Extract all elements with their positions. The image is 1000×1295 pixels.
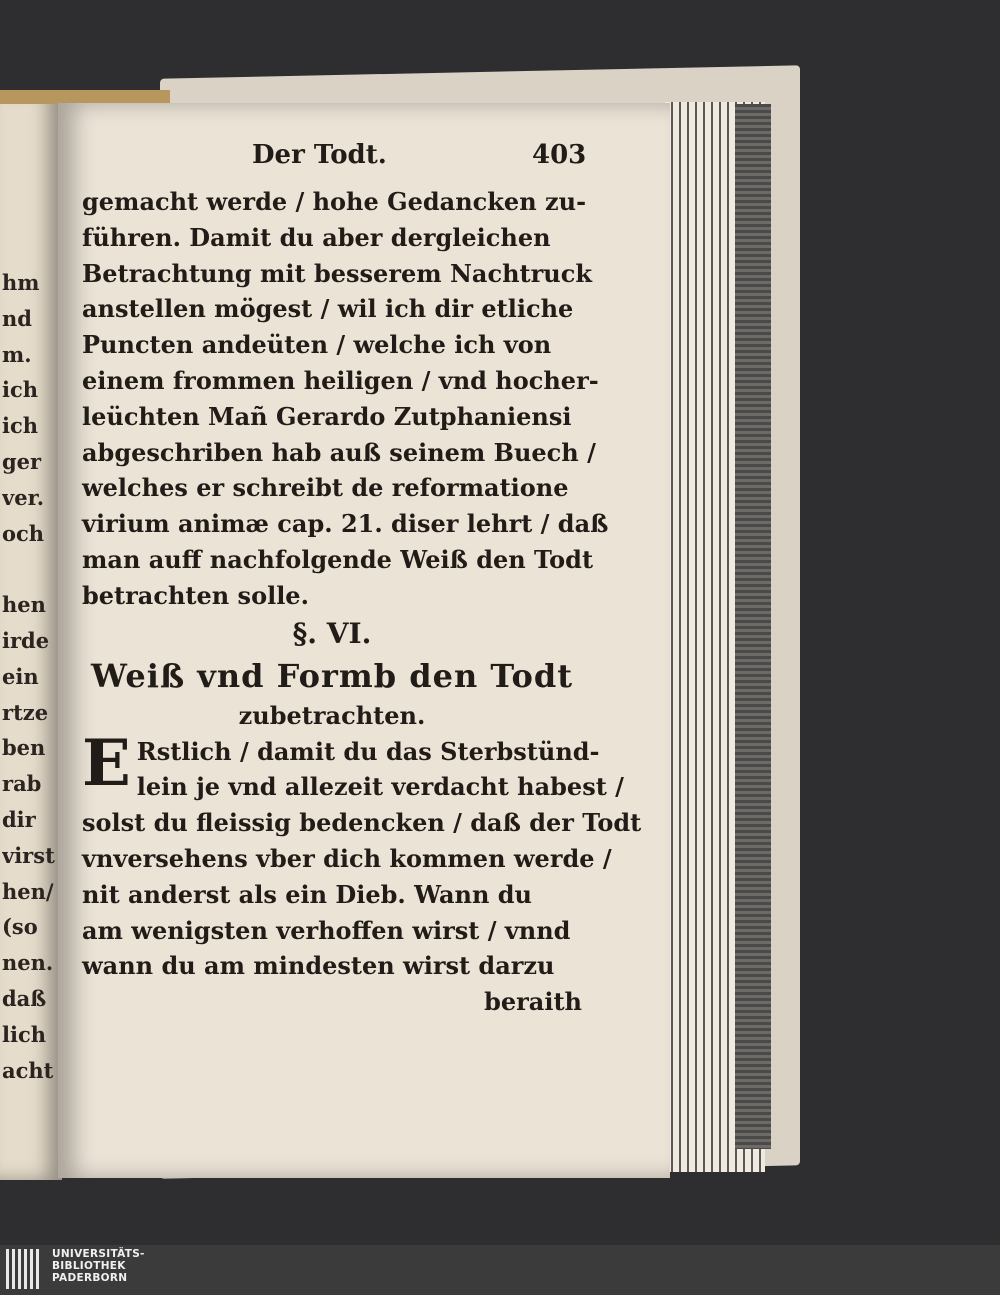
paragraph-1: [82, 184, 609, 614]
left-fragment: ein: [2, 663, 39, 689]
library-logo-icon: [6, 1249, 46, 1289]
library-name-line: UNIVERSITÄTS-: [52, 1248, 145, 1260]
left-fragment: dir: [2, 806, 36, 832]
left-fragment: nen.: [2, 950, 54, 976]
running-title: Der Todt.: [252, 140, 387, 170]
left-fragment: nd: [2, 305, 32, 331]
left-fragment: irde: [2, 627, 50, 653]
left-fragment: rtze: [2, 699, 49, 725]
running-header: [82, 140, 587, 184]
left-fragment: ger: [2, 448, 42, 474]
drop-cap: E: [82, 725, 131, 801]
text-line: gemacht werde / hohe Gedancken zu-: [82, 187, 587, 216]
section-number: §. VI.: [292, 616, 372, 650]
text-line: führen. Damit du aber dergleichen: [82, 222, 551, 252]
text-line: man auff nachfolgende Weiß den Todt: [82, 544, 594, 574]
left-fragment: virst: [2, 842, 55, 868]
text-line: vnversehens vber dich kommen werde /: [82, 843, 612, 873]
left-fragment: hen: [2, 592, 46, 618]
section-subheading: zubetrachten.: [238, 700, 426, 730]
page-number: 403: [532, 140, 587, 170]
left-fragment: ich: [2, 377, 39, 403]
paragraph-2: [82, 725, 642, 1020]
library-name-line: PADERBORN: [52, 1272, 128, 1284]
text-line: betrachten solle.: [82, 580, 309, 610]
text-line: Rstlich / damit du das Sterbstünd-: [136, 736, 600, 766]
left-fragment: rab: [2, 771, 42, 797]
text-line: virium animæ cap. 21. diser lehrt / daß: [82, 509, 609, 539]
left-fragment: (so: [2, 914, 38, 940]
left-fragment: ben: [2, 735, 46, 761]
left-fragment: [2, 551, 60, 587]
left-page-text: [2, 265, 60, 1088]
text-line: Puncten andeüten / welche ich von: [82, 330, 552, 360]
left-fragment: ich: [2, 413, 39, 439]
library-name: [52, 1248, 145, 1284]
text-line: lein je vnd allezeit verdacht habest /: [136, 772, 624, 802]
text-line: anstellen mögest / wil ich dir etliche: [82, 294, 574, 324]
text-line: wann du am mindesten wirst darzu: [82, 951, 555, 981]
left-fragment: hm: [2, 270, 40, 295]
library-footer: [0, 1245, 1000, 1295]
left-fragment: ver.: [2, 484, 45, 510]
left-fragment: och: [2, 520, 45, 546]
text-line: Betrachtung mit besserem Nachtruck: [82, 258, 592, 288]
text-line: am wenigsten verhoffen wirst / vnnd: [82, 915, 571, 945]
text-line: abgeschriben hab auß seinem Buech /: [82, 437, 596, 467]
left-fragment: daß: [2, 985, 47, 1011]
left-page-edge: [0, 90, 170, 104]
left-fragment: lich: [2, 1021, 47, 1047]
text-line: solst du fleissig bedencken / daß der Todt: [82, 808, 642, 838]
library-name-line: BIBLIOTHEK: [52, 1260, 126, 1272]
page-block-side: [735, 104, 771, 1149]
left-fragment: m.: [2, 341, 32, 367]
section-heading: Weiß vnd Formb den Todt: [91, 656, 573, 695]
text-line: welches er schreibt de reformatione: [82, 473, 569, 503]
text-line: einem frommen heiligen / vnd hocher-: [82, 365, 599, 395]
left-fragment: hen/: [2, 878, 54, 904]
page-text: [82, 140, 642, 1020]
left-fragment: acht: [2, 1057, 54, 1083]
text-line: nit anderst als ein Dieb. Wann du: [82, 879, 532, 909]
text-line: leüchten Mañ Gerardo Zutphaniensi: [82, 401, 572, 431]
catchword: beraith: [484, 987, 582, 1017]
left-page: [0, 90, 62, 1180]
